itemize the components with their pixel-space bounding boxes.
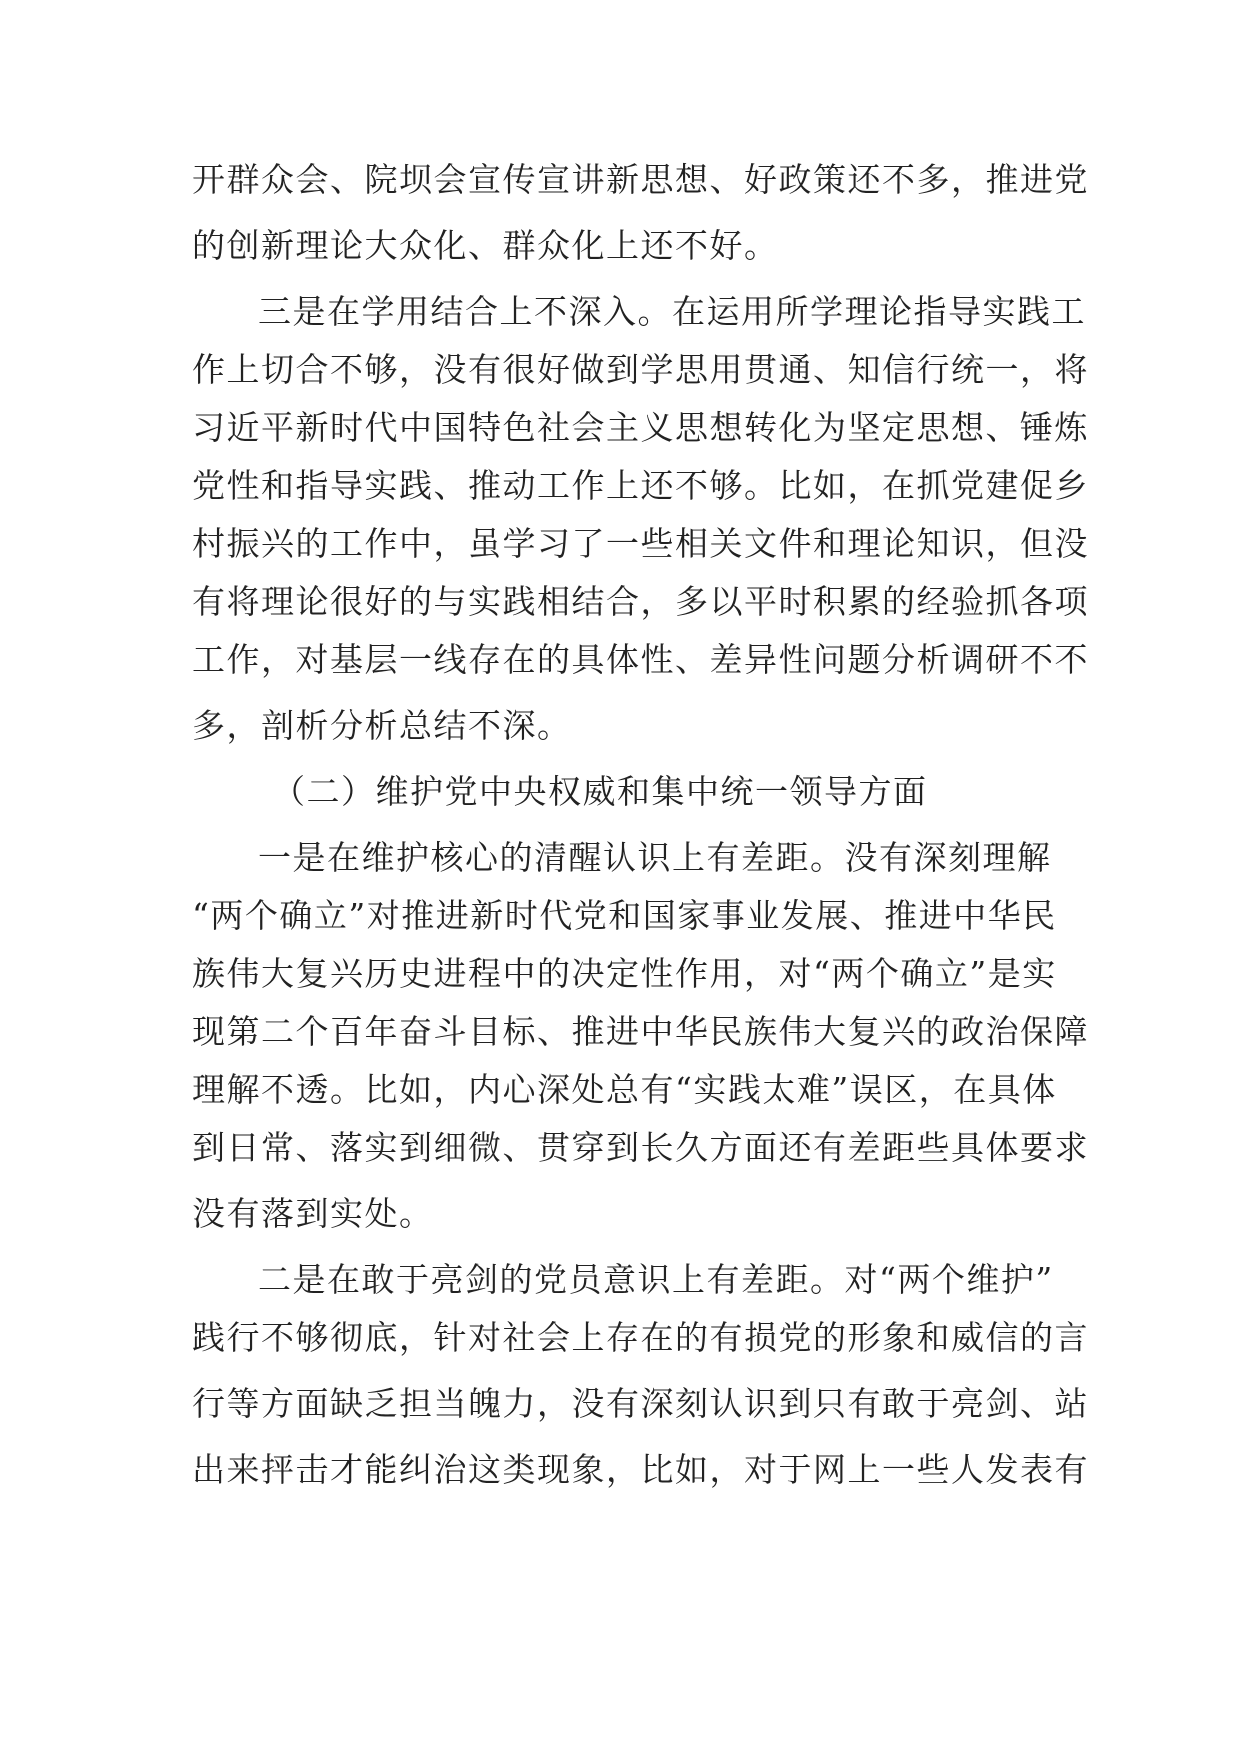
text-line: 党性和指导实践、推动工作上还不够。比如，在抓党建促乡 bbox=[192, 466, 1089, 505]
text-line: 出来抨击才能纠治这类现象，比如，对于网上一些人发表有 bbox=[192, 1450, 1089, 1489]
text-line: 现第二个百年奋斗目标、推进中华民族伟大复兴的政治保障 bbox=[192, 1012, 1089, 1051]
text-line: 行等方面缺乏担当魄力，没有深刻认识到只有敢于亮剑、站 bbox=[192, 1384, 1089, 1423]
text-line: 作上切合不够，没有很好做到学思用贯通、知信行统一，将 bbox=[192, 350, 1089, 389]
section-heading: （二）维护党中央权威和集中统一领导方面 bbox=[272, 772, 928, 811]
text-line: 理解不透。比如，内心深处总有“实践太难”误区，在具体 bbox=[192, 1070, 1057, 1109]
text-line: 多，剖析分析总结不深。 bbox=[192, 706, 572, 745]
text-line: 村振兴的工作中，虽学习了一些相关文件和理论知识，但没 bbox=[192, 524, 1089, 563]
text-line: 的创新理论大众化、群众化上还不好。 bbox=[192, 226, 779, 265]
text-line: 族伟大复兴历史进程中的决定性作用，对“两个确立”是实 bbox=[192, 954, 1057, 993]
paragraph-start-line: 二是在敢于亮剑的党员意识上有差距。对“两个维护” bbox=[258, 1260, 1054, 1299]
text-line: 习近平新时代中国特色社会主义思想转化为坚定思想、锤炼 bbox=[192, 408, 1089, 447]
text-line: 工作，对基层一线存在的具体性、差异性问题分析调研不不 bbox=[192, 640, 1089, 679]
paragraph-start-line: 一是在维护核心的清醒认识上有差距。没有深刻理解 bbox=[258, 838, 1052, 877]
text-line: 没有落到实处。 bbox=[192, 1194, 434, 1233]
text-line: 到日常、落实到细微、贯穿到长久方面还有差距些具体要求 bbox=[192, 1128, 1089, 1167]
text-line: “两个确立”对推进新时代党和国家事业发展、推进中华民 bbox=[192, 896, 1057, 935]
text-line: 开群众会、院坝会宣传宣讲新思想、好政策还不多，推进党 bbox=[192, 160, 1089, 199]
text-line: 践行不够彻底，针对社会上存在的有损党的形象和威信的言 bbox=[192, 1318, 1089, 1357]
text-line: 有将理论很好的与实践相结合，多以平时积累的经验抓各项 bbox=[192, 582, 1089, 621]
paragraph-start-line: 三是在学用结合上不深入。在运用所学理论指导实践工 bbox=[258, 292, 1086, 331]
